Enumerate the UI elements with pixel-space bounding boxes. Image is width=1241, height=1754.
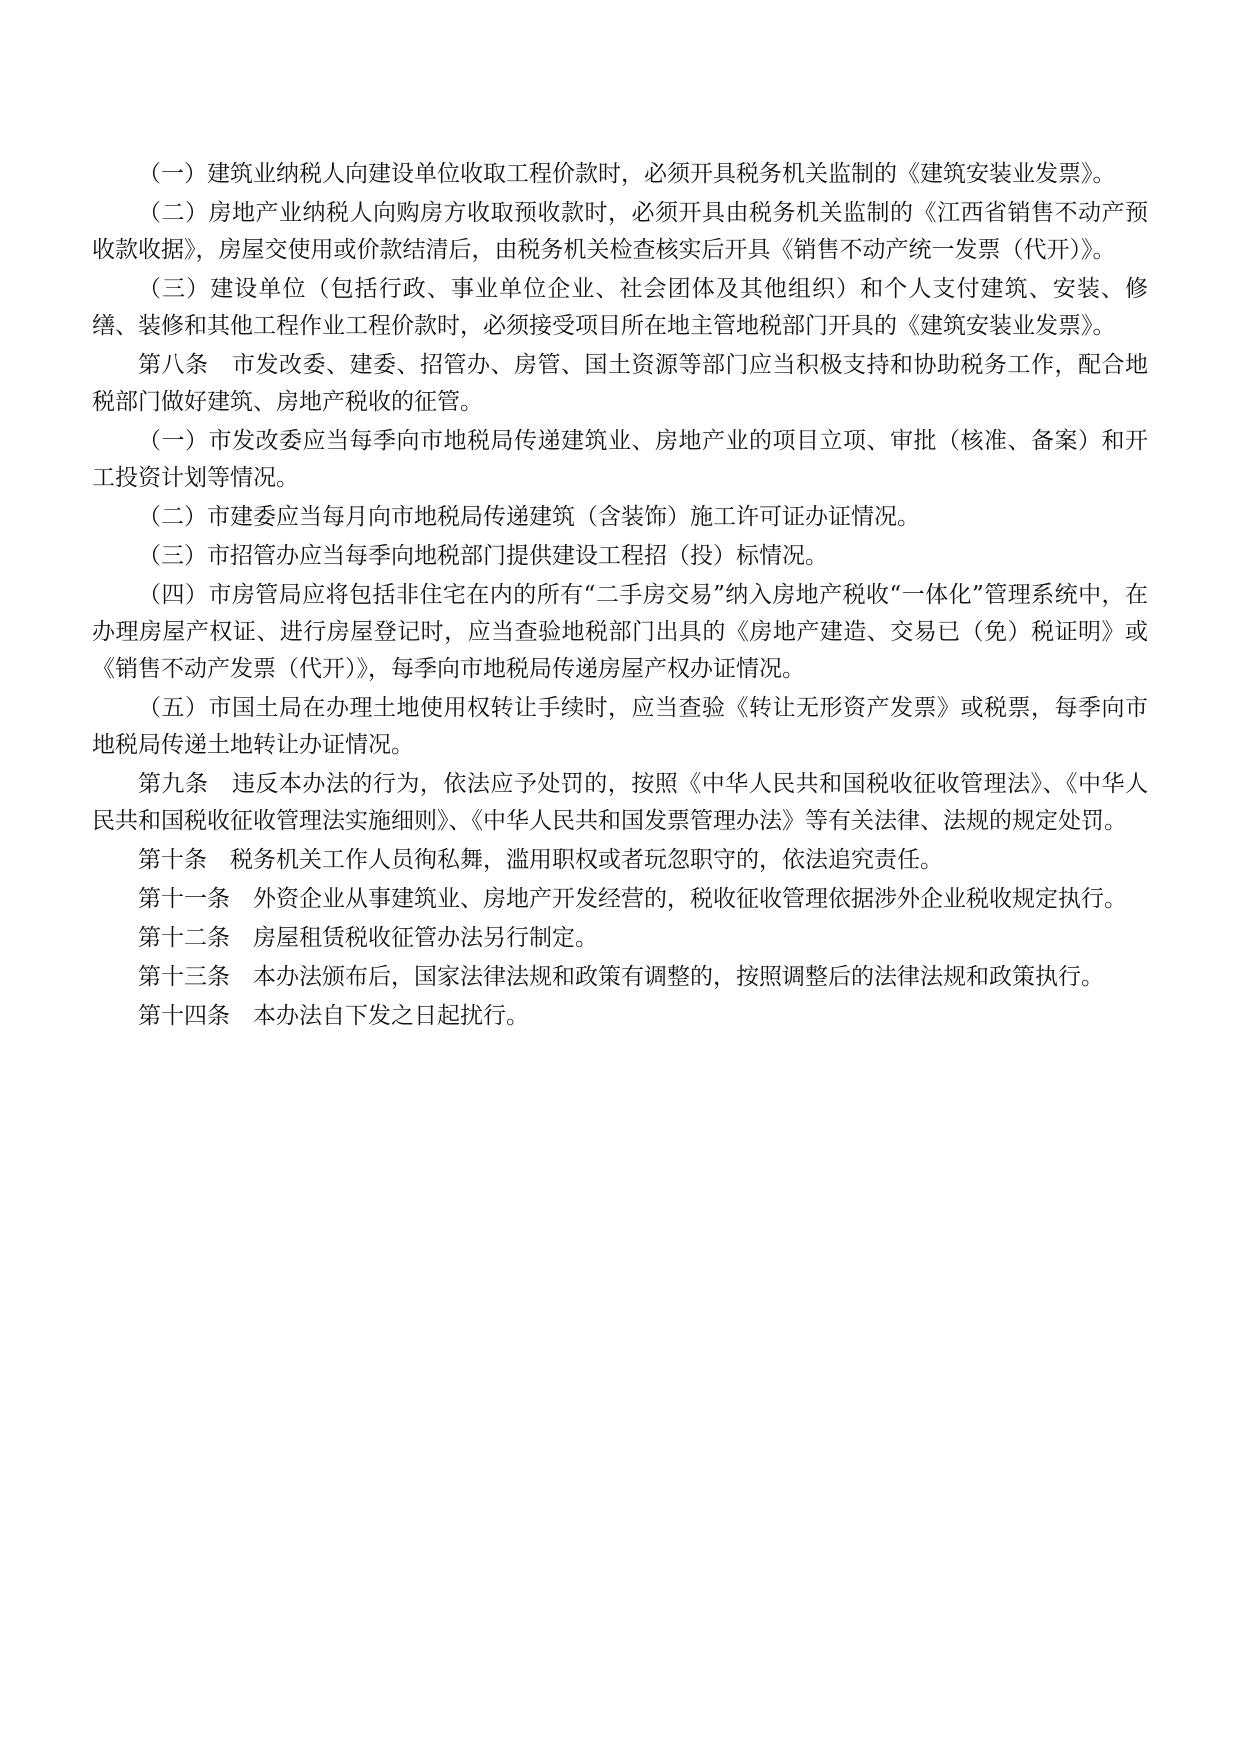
article-13: 第十三条 本办法颁布后，国家法律法规和政策有调整的，按照调整后的法律法规和政策执行。 [138, 964, 1104, 990]
article-11: 第十一条 外资企业从事建筑业、房地产开发经营的，税收征收管理依据涉外企业税收规定执行。 [138, 886, 1127, 912]
article-8-item-1: （一）市发改委应当每季向市地税局传递建筑业、房地产业的项目立项、审批（核准、备案）和开工投资计划等情况。 [92, 428, 1148, 491]
article-8-item-3: （三）市招管办应当每季向地税部门提供建设工程招（投）标情况。 [138, 543, 828, 569]
document-body [92, 156, 1148, 1037]
article-8-item-2: （二）市建委应当每月向市地税局传递建筑（含装饰）施工许可证办证情况。 [138, 504, 920, 530]
paragraph-building-invoice: （一）建筑业纳税人向建设单位收取工程价款时，必须开具税务机关监制的《建筑安装业发票》。 [138, 161, 1116, 187]
article-12: 第十二条 房屋租赁税收征管办法另行制定。 [138, 925, 598, 951]
article-8: 第八条 市发改委、建委、招管办、房管、国土资源等部门应当积极支持和协助税务工作，配合地税部门做好建筑、房地产税收的征管。 [92, 352, 1148, 415]
article-14: 第十四条 本办法自下发之日起扰行。 [138, 1003, 529, 1029]
article-8-item-4: （四）市房管局应将包括非住宅在内的所有“二手房交易”纳入房地产税收“一体化”管理系统中，在办理房屋产权证、进行房屋登记时，应当查验地税部门出具的《房地产建造、交易已（免）税证明》或《销售不动产发票（代开）》，每季向市地税局传递房屋产权办证情况。 [92, 582, 1148, 682]
article-9: 第九条 违反本办法的行为，依法应予处罚的，按照《中华人民共和国税收征收管理法》、《中华人民共和国税收征收管理法实施细则》、《中华人民共和国发票管理办法》等有关法律、法规的规定处罚。 [92, 771, 1148, 834]
paragraph-construction-unit-invoice: （三）建设单位（包括行政、事业单位企业、社会团体及其他组织）和个人支付建筑、安装、修缮、装修和其他工程作业工程价款时，必须接受项目所在地主管地税部门开具的《建筑安装业发票》。 [92, 276, 1148, 339]
article-10: 第十条 税务机关工作人员徇私舞，滥用职权或者玩忽职守的，依法追究责任。 [138, 847, 943, 873]
article-8-item-5: （五）市国土局在办理土地使用权转让手续时，应当查验《转让无形资产发票》或税票，每季向市地税局传递土地转让办证情况。 [92, 695, 1148, 758]
paragraph-real-estate-receipt: （二）房地产业纳税人向购房方收取预收款时，必须开具由税务机关监制的《江西省销售不动产预收款收据》，房屋交使用或价款结清后，由税务机关检查核实后开具《销售不动产统一发票（代开）》。 [92, 200, 1148, 263]
